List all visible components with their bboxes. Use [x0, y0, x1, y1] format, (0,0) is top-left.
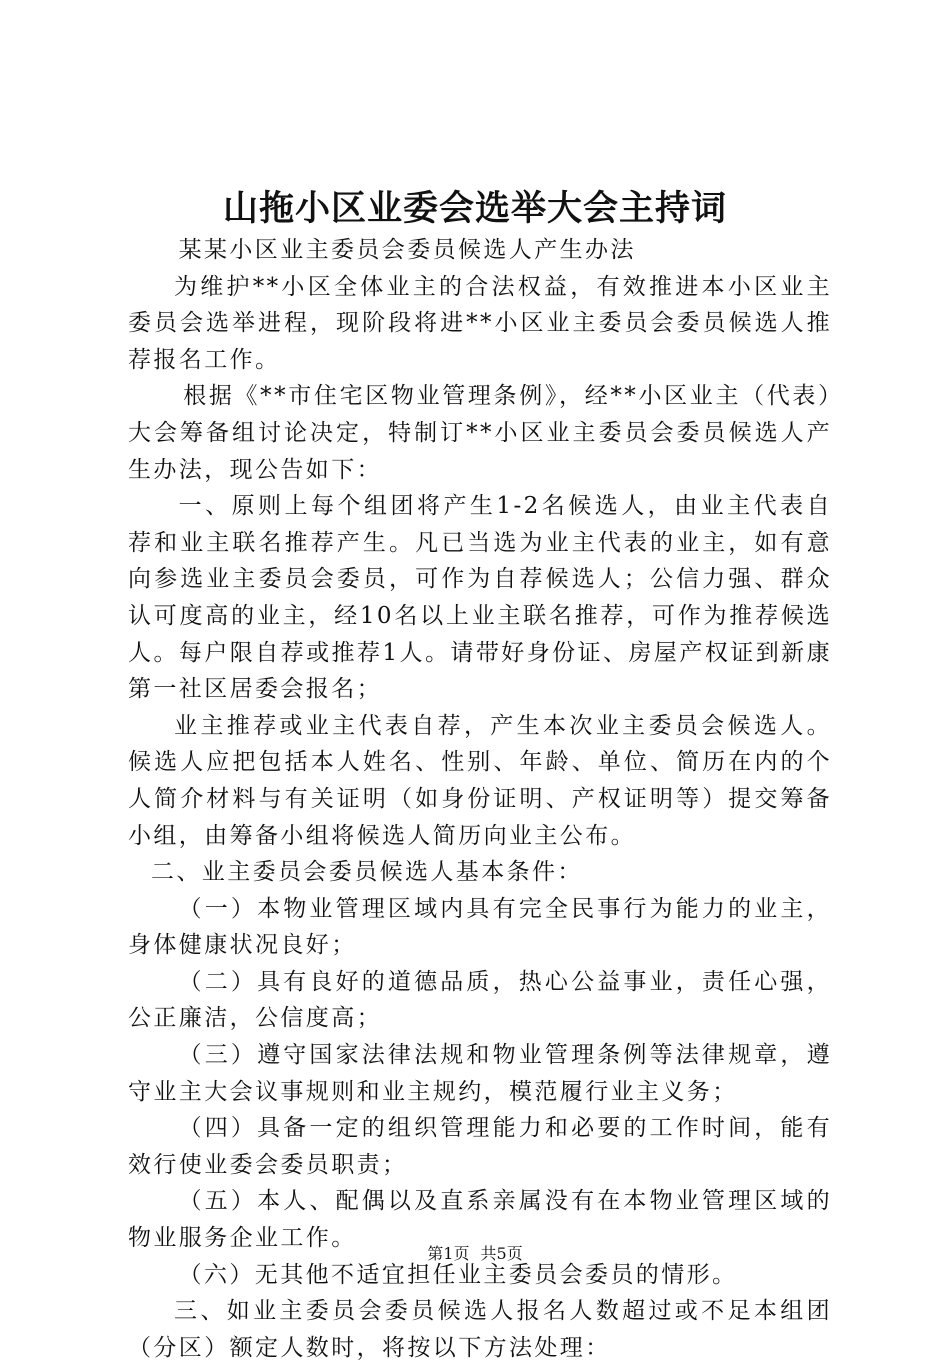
body-paragraph: （六）无其他不适宜担任业主委员会委员的情形。: [178, 1261, 738, 1288]
page-footer: [0, 1243, 950, 1265]
body-paragraph: 为维护**小区全体业主的合法权益，有效推进本小区业主委员会选举进程，现阶段将进**小区业主委员会委员候选人推荐报名工作。: [128, 273, 832, 373]
body-paragraph: 三、如业主委员会委员候选人报名人数超过或不足本组团（分区）额定人数时，将按以下方法处理：: [128, 1298, 832, 1361]
page-number: 第1页: [427, 1244, 470, 1263]
page-total: 共5页: [480, 1244, 523, 1263]
body-paragraph: （四）具备一定的组织管理能力和必要的工作时间，能有效行使业委会委员职责；: [128, 1115, 832, 1178]
body-paragraph: 二、业主委员会委员候选人基本条件：: [151, 859, 583, 886]
body-paragraph: （三）遵守国家法律法规和物业管理条例等法律规章，遵守业主大会议事规则和业主规约，模范履行业主义务；: [128, 1042, 832, 1105]
body-paragraph: （二）具有良好的道德品质，热心公益事业，责任心强，公正廉洁，公信度高；: [128, 968, 832, 1032]
body-paragraph: 根据《**市住宅区物业管理条例》，经**小区业主（代表）大会筹备组讨论决定，特制订**小区业主委员会委员候选人产生办法，现公告如下：: [128, 383, 832, 483]
body-paragraph: 某某小区业主委员会委员候选人产生办法: [178, 237, 636, 263]
body-paragraph: 一、原则上每个组团将产生1-2名候选人，由业主代表自荐和业主联名推荐产生。凡已当选为业主代表的业主，如有意向参选业主委员会委员，可作为自荐候选人；公信力强、群众认可度高的业主，经10名以上业主联名推荐，可作为推荐候选人。每户限自荐或推荐1人。请带好身份证、房屋产权证到新康第一社区居委会报名；: [128, 493, 832, 703]
document-title: 山拖小区业委会选举大会主持词: [222, 188, 727, 229]
body-paragraph: 业主推荐或业主代表自荐，产生本次业主委员会候选人。候选人应把包括本人姓名、性别、年龄、单位、简历在内的个人简介材料与有关证明（如身份证明、产权证明等）提交筹备小组，由筹备小组将候选人简历向业主公布。: [128, 712, 832, 849]
body-paragraph: （五）本人、配偶以及直系亲属没有在本物业管理区域的物业服务企业工作。: [128, 1188, 832, 1252]
document-body: [128, 232, 832, 1366]
body-paragraph: （一）本物业管理区域内具有完全民事行为能力的业主，身体健康状况良好；: [128, 895, 832, 959]
